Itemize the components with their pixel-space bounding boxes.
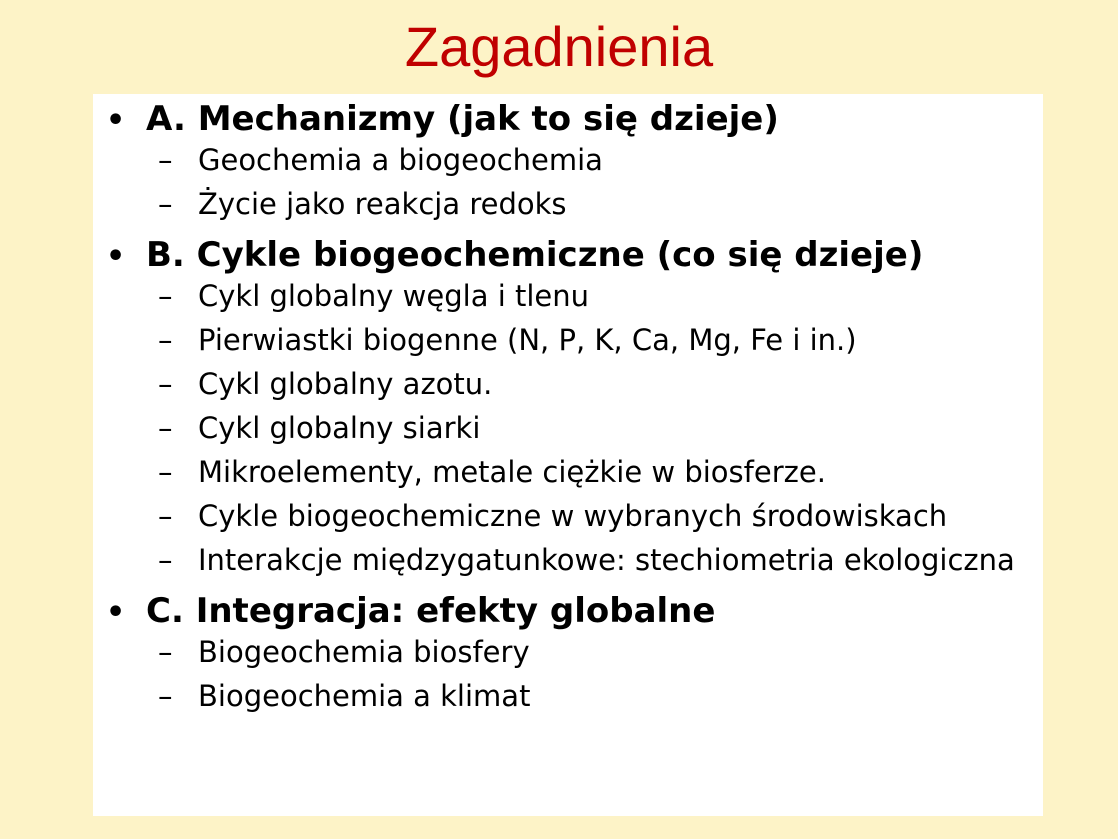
bullet-icon: • — [106, 103, 126, 138]
subtopic-item — [106, 188, 1031, 220]
subtopic-item — [106, 368, 1031, 400]
dash-icon: – — [158, 499, 173, 533]
subtopic-text: Cykle biogeochemiczne w wybranych środowiskach — [198, 499, 948, 533]
subtopic-list — [106, 280, 1031, 576]
subtopic-item — [106, 280, 1031, 312]
section-heading-text: B. Cykle biogeochemiczne (co się dzieje) — [146, 235, 924, 275]
subtopic-item — [106, 500, 1031, 532]
subtopic-item — [106, 412, 1031, 444]
subtopic-text: Cykl globalny azotu. — [198, 367, 493, 401]
subtopic-text: Cykl globalny siarki — [198, 411, 481, 445]
subtopic-item — [106, 144, 1031, 176]
subtopic-text: Biogeochemia biosfery — [198, 635, 530, 669]
dash-icon: – — [158, 367, 173, 401]
section-heading-text: A. Mechanizmy (jak to się dzieje) — [146, 99, 779, 139]
section-b — [106, 232, 1031, 576]
subtopic-text: Cykl globalny węgla i tlenu — [198, 279, 590, 313]
section-c — [106, 588, 1031, 712]
subtopic-list — [106, 144, 1031, 220]
subtopic-text: Pierwiastki biogenne (N, P, K, Ca, Mg, Fe i in.) — [198, 323, 857, 357]
subtopic-item — [106, 324, 1031, 356]
subtopic-text: Mikroelementy, metale ciężkie w biosferze. — [198, 455, 826, 489]
dash-icon: – — [158, 455, 173, 489]
subtopic-text: Biogeochemia a klimat — [198, 679, 531, 713]
section-heading — [106, 96, 1031, 144]
bullet-icon: • — [106, 595, 126, 630]
section-a — [106, 96, 1031, 220]
dash-icon: – — [158, 679, 173, 713]
subtopic-text: Interakcje międzygatunkowe: stechiometria ekologiczna — [198, 543, 1015, 577]
bullet-icon: • — [106, 239, 126, 274]
topic-outline — [106, 96, 1031, 724]
subtopic-list — [106, 636, 1031, 712]
subtopic-text: Geochemia a biogeochemia — [198, 143, 603, 177]
dash-icon: – — [158, 279, 173, 313]
dash-icon: – — [158, 635, 173, 669]
subtopic-item — [106, 636, 1031, 668]
subtopic-item — [106, 680, 1031, 712]
dash-icon: – — [158, 543, 173, 577]
subtopic-item — [106, 456, 1031, 488]
subtopic-text: Życie jako reakcja redoks — [198, 187, 567, 221]
dash-icon: – — [158, 411, 173, 445]
slide-title: Zagadnienia — [404, 15, 714, 78]
dash-icon: – — [158, 143, 173, 177]
dash-icon: – — [158, 323, 173, 357]
section-heading — [106, 588, 1031, 636]
section-heading — [106, 232, 1031, 280]
dash-icon: – — [158, 187, 173, 221]
subtopic-item — [106, 544, 1031, 576]
section-heading-text: C. Integracja: efekty globalne — [146, 591, 716, 631]
